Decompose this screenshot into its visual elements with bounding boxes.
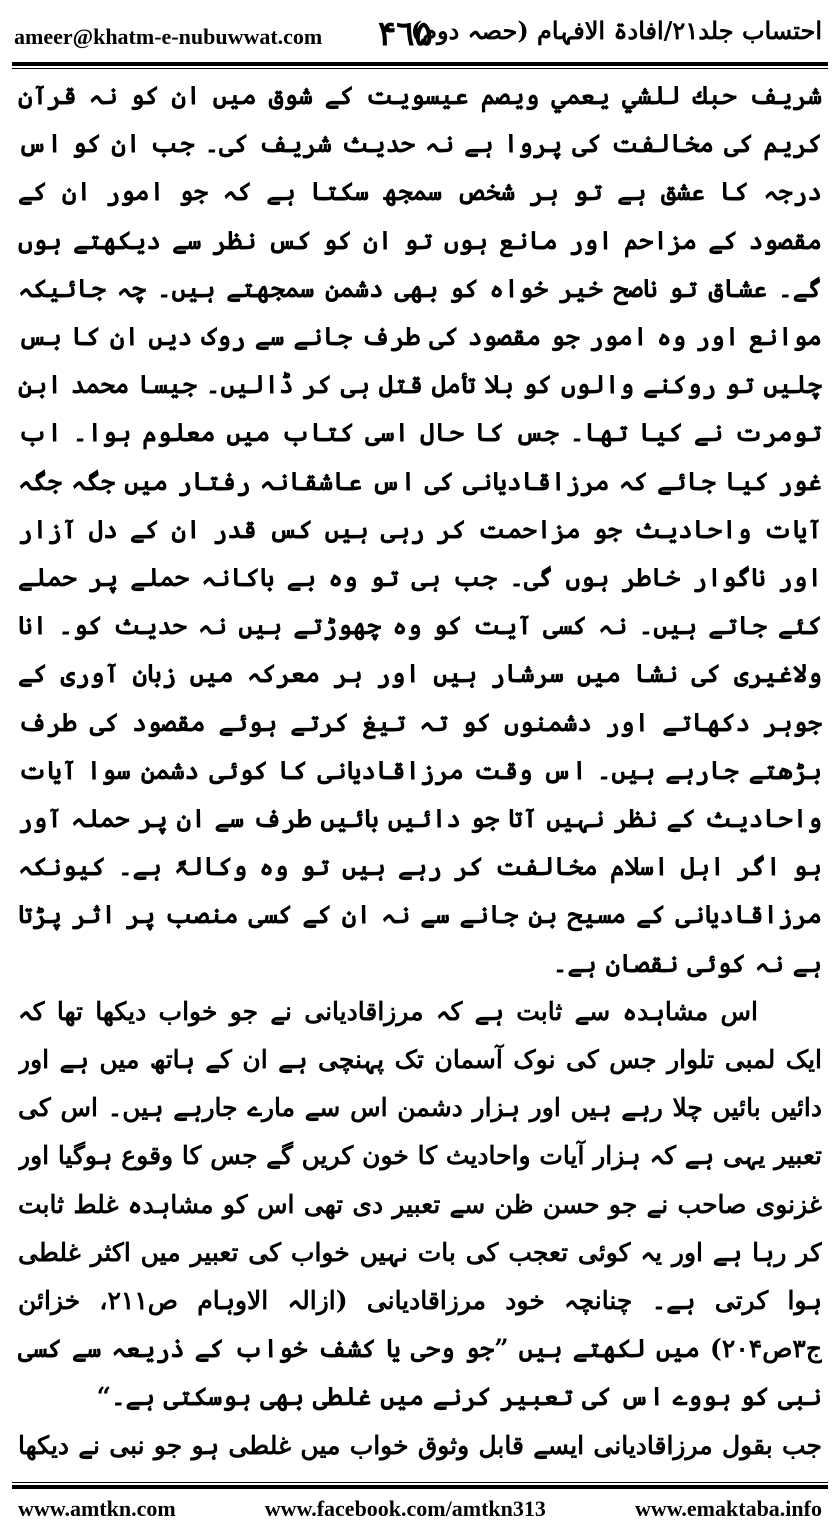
page-footer: [0, 1496, 840, 1532]
footer-link-emaktaba[interactable]: www.emaktaba.info: [634, 1496, 822, 1521]
page-header: [0, 0, 840, 68]
paragraph-1: شریف حبك للشي يعمي ويصم عیسویت کے شوق میں ان کو نہ قرآن کریم کی مخالفت کی پروا ہے نہ حدیث شریف کی۔ جب ان کو اس درجہ کا عشق ہے تو ہر شخص سمجھ سکتا ہے کہ جو امور ان کے مقصود کے مزاحم اور مانع ہوں تو ان کو کس نظر سے دیکھتے ہوں گے۔ عشاق تو ناصح خیر خواہ کو بھی دشمن سمجھتے ہیں۔ چہ جائیکہ موانع اور وہ امور جو مقصود کی طرف جانے سے روک دیں ان کا بس چلیں تو روکنے والوں کو بلا تأمل قتل ہی کر ڈالیں۔ جیسا محمد ابن تومرت نے کیا تھا۔ جس کا حال اسی کتاب میں معلوم ہوا۔ اب غور کیا جائے کہ مرزاقادیانی کی اس عاشقانہ رفتار میں جگہ جگہ آیات واحادیث جو مزاحمت کر رہی ہیں کس قدر ان کے دل آزار اور ناگوار خاطر ہوں گی۔ جب ہی تو وہ بے باکانہ حملے پر حملے کئے جاتے ہیں۔ نہ کسی آیت کو وہ چھوڑتے ہیں نہ حدیث کو۔ انا ولاغیری کی نشا میں سرشار ہیں اور ہر معرکہ میں زبان آوری کے جوہر دکھاتے اور دشمنوں کو تہ تیغ کرتے ہوئے مقصود کی طرف بڑھتے جارہے ہیں۔ اس وقت مرزاقادیانی کا کوئی دشمن سوا آیات واحادیث کے نظر نہیں آتا جو دائیں بائیں طرف سے ان پر حملہ آور ہو اگر اہل اسلام مخالفت کر رہے ہیں تو وہ وکالۃً ہے۔ کیونکہ مرزاقادیانی کے مسیح بن جانے سے نہ ان کے کسی منصب پر اثر پڑتا ہے نہ کوئی نقصان ہے۔: [18, 81, 822, 978]
page-number: ۴٦۵: [378, 14, 433, 54]
paragraph-3: جب بقول مرزاقادیانی ایسے قابل وثوق خواب میں غلطی ہو جو نبی نے دیکھا: [18, 1430, 822, 1460]
page-body: [18, 72, 822, 1476]
footer-link-amtkn[interactable]: www.amtkn.com: [18, 1496, 176, 1521]
book-title: احتساب جلد۲۱/افادۃ الافہام (حصہ دوم): [410, 16, 822, 45]
header-divider: [12, 62, 828, 69]
paragraph-2: اس مشاہدہ سے ثابت ہے کہ مرزاقادیانی نے جو خواب دیکھا تھا کہ ایک لمبی تلوار جس کی نوک آسمان تک پہنچی ہے ان کے ہاتھ میں ہے اور دائیں بائیں چلا رہے ہیں اور ہزار دشمن اس سے مارے جارہے ہیں۔ اس کی تعبیر یہی ہے کہ ہزار آیات واحادیث کا خون کریں گے جس کا وقوع ہوگیا اور غزنوی صاحب نے جو حسن ظن سے تعبیر دی تھی اس کو مشاہدہ غلط ثابت کر رہا ہے اور یہ کوئی تعجب کی بات نہیں خواب کی تعبیر میں اکثر غلطی ہوا کرتی ہے۔ چنانچہ خود مرزاقادیانی (ازالہ الاوہام ص۲۱۱، خزائن ج۳ص۲۰۴) میں لکھتے ہیں ”جو وحی یا کشف خواب کے ذریعہ سے کسی نبی کو ہووے اس کی تعبیر کرنے میں غلطی بھی ہوسکتی ہے۔“: [18, 996, 822, 1412]
footer-link-facebook[interactable]: www.facebook.com/amtkn313: [264, 1496, 546, 1521]
footer-divider: [12, 1482, 828, 1489]
header-email[interactable]: ameer@khatm-e-nubuwwat.com: [14, 24, 323, 49]
